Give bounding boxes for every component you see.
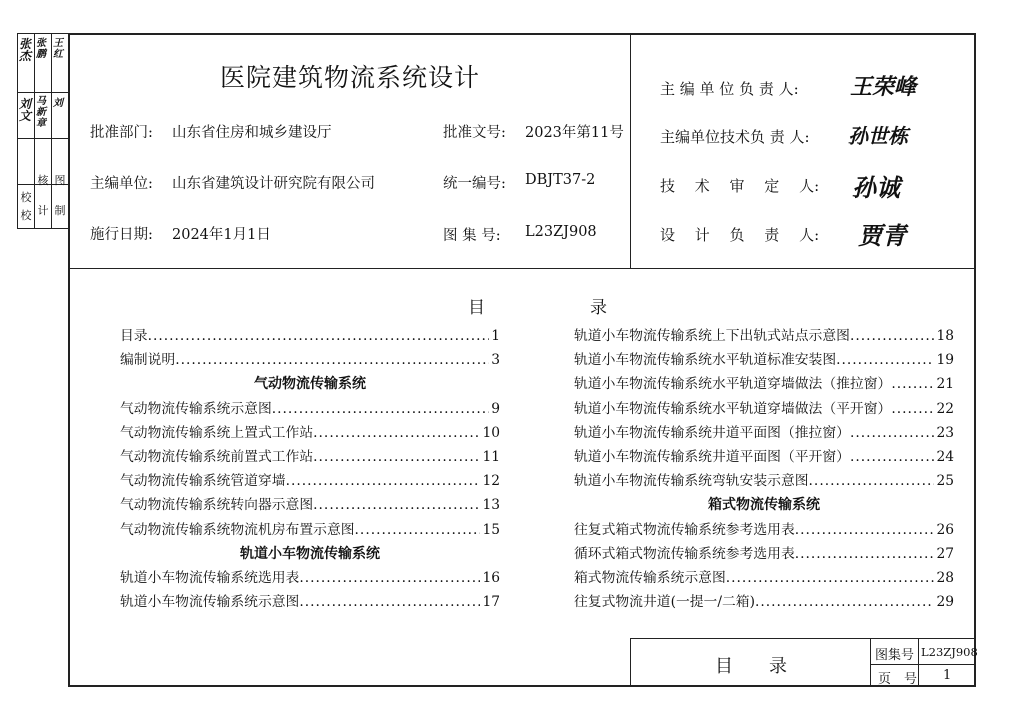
- toc-entry-page: 22: [936, 400, 954, 417]
- toc-leader-dots: [313, 447, 480, 467]
- toc-entry-text: 轨道小车物流传输系统水平轨道穿墙做法（平开窗）: [574, 400, 892, 417]
- toc-entry: [574, 374, 954, 394]
- toc-leader-dots: [809, 471, 935, 491]
- toc-entry: [120, 471, 500, 491]
- toc-entry: [120, 568, 500, 588]
- toc-entry: [120, 592, 500, 612]
- toc-title-first: 目: [468, 298, 485, 318]
- toc-entry-page: 12: [482, 473, 500, 490]
- toc-entry-page: 27: [936, 545, 954, 562]
- side-label: 制: [54, 204, 66, 217]
- toc-entry-page: 17: [482, 594, 500, 611]
- approval-dept-label: 批准部门:: [90, 125, 153, 141]
- toc-entry-text: 气动物流传输系统转向器示意图: [120, 497, 314, 514]
- side-label: 图: [54, 174, 66, 187]
- toc-leader-dots: [313, 495, 480, 515]
- approval-dept: 山东省住房和城乡建设厅: [172, 125, 332, 141]
- toc-entry: [120, 399, 500, 419]
- editor: 山东省建筑设计研究院有限公司: [172, 176, 375, 192]
- toc-entry-page: 21: [936, 376, 954, 393]
- toc-entry-text: 箱式物流传输系统示意图: [574, 570, 726, 586]
- toc-entry-page: 11: [482, 449, 500, 465]
- toc-entry: [120, 520, 500, 540]
- toc-entry: [120, 447, 500, 467]
- side-signature: 张杰: [19, 37, 32, 63]
- toc-entry-page: 25: [936, 473, 954, 490]
- atlas-no-label: 图 集 号:: [443, 228, 501, 244]
- toc-entry: [120, 495, 500, 515]
- side-signature: 张鹏: [36, 38, 46, 60]
- toc-entry-page: 24: [936, 449, 954, 465]
- responsible-signature: 孙诚: [852, 174, 900, 202]
- toc-entry-text: 轨道小车物流传输系统井道平面图（平开窗）: [574, 449, 850, 465]
- toc-leader-dots: [175, 350, 489, 370]
- toc-entry-page: 29: [936, 594, 954, 611]
- toc-leader-dots: [286, 471, 481, 491]
- unified-no-label: 统一编号:: [443, 176, 506, 192]
- title-block-divider: [870, 638, 871, 687]
- title-block-atlas-label: 图集号: [875, 648, 915, 663]
- toc-leader-dots: [755, 592, 934, 612]
- responsible-label: 技 术 审 定 人:: [660, 177, 820, 195]
- responsible-label: 设 计 负 责 人:: [660, 226, 820, 244]
- toc-entry-text: 编制说明: [120, 352, 176, 369]
- toc-right-column: [574, 326, 954, 616]
- title-block-page-value: 1: [943, 668, 952, 683]
- header-divider: [630, 33, 631, 269]
- title-block-name: 目 录: [715, 656, 787, 677]
- toc-leader-dots: [299, 592, 480, 612]
- toc-entry-text: 轨道小车物流传输系统选用表: [120, 570, 300, 586]
- toc-entry-page: 19: [936, 352, 954, 369]
- toc-entry-text: 轨道小车物流传输系统上下出轨式站点示意图: [574, 328, 850, 344]
- toc-entry-text: 循环式箱式物流传输系统参考选用表: [574, 545, 795, 562]
- toc-entry-page: 15: [482, 521, 500, 538]
- toc-entry: [574, 592, 954, 612]
- toc-entry-text: 往复式箱式物流传输系统参考选用表: [574, 521, 795, 538]
- toc-leader-dots: [850, 326, 935, 346]
- toc-entry-page: 28: [936, 570, 954, 586]
- approval-no: 2023年第11号: [525, 125, 624, 141]
- responsible-signature: 孙世栋: [848, 124, 908, 148]
- toc-leader-dots: [891, 399, 934, 419]
- responsible-signature: 贾青: [858, 222, 906, 250]
- toc-entry-page: 10: [482, 424, 500, 441]
- toc-leader-dots: [313, 423, 480, 443]
- toc-leader-dots: [726, 568, 935, 588]
- toc-entry: [574, 568, 954, 588]
- toc-entry: [120, 423, 500, 443]
- toc-entry-text: 轨道小车物流传输系统井道平面图（推拉窗）: [574, 424, 850, 441]
- editor-label: 主编单位:: [90, 176, 153, 192]
- toc-entry: [574, 544, 954, 564]
- date-label: 施行日期:: [90, 227, 153, 243]
- toc-entry: [120, 326, 500, 346]
- header-bottom-line: [68, 268, 976, 269]
- toc-entry-text: 气动物流传输系统前置式工作站: [120, 449, 314, 465]
- title-block-top: [630, 638, 976, 639]
- toc-entry-page: 1: [491, 328, 500, 344]
- toc-leader-dots: [299, 568, 480, 588]
- toc-leader-dots: [148, 326, 490, 346]
- title-block-left: [630, 638, 631, 687]
- document-title: 医院建筑物流系统设计: [220, 63, 481, 92]
- side-signature: 王红: [53, 38, 63, 60]
- responsible-label: 主 编 单 位 负 责 人:: [660, 80, 799, 98]
- toc-entry-text: 轨道小车物流传输系统水平轨道穿墙做法（推拉窗）: [574, 376, 892, 393]
- toc-leader-dots: [836, 350, 934, 370]
- toc-entry-page: 16: [482, 570, 500, 586]
- title-block-page-label: 页 号: [878, 672, 918, 687]
- toc-entry-text: 气动物流传输系统上置式工作站: [120, 424, 314, 441]
- side-label: 核: [37, 174, 49, 187]
- toc-section-heading: 轨道小车物流传输系统: [240, 545, 380, 562]
- toc-entry: [574, 447, 954, 467]
- toc-entry-text: 气动物流传输系统示意图: [120, 400, 272, 417]
- toc-entry-page: 3: [491, 352, 500, 369]
- side-label: 校: [20, 191, 32, 204]
- unified-no: DBJT37-2: [525, 172, 596, 188]
- title-block-divider: [918, 638, 919, 687]
- toc-entry-page: 13: [482, 497, 500, 514]
- toc-entry-text: 轨道小车物流传输系统弯轨安装示意图: [574, 473, 809, 490]
- responsible-signature: 王荣峰: [850, 75, 917, 100]
- toc-entry-page: 9: [491, 400, 500, 417]
- toc-section-heading: 箱式物流传输系统: [708, 497, 820, 514]
- date: 2024年1月1日: [172, 227, 271, 243]
- side-signature: 马新章: [36, 96, 46, 129]
- toc-entry: [574, 471, 954, 491]
- side-signature: 刘文: [19, 97, 32, 123]
- toc-leader-dots: [850, 423, 935, 443]
- toc-entry-text: 轨道小车物流传输系统水平轨道标准安装图: [574, 352, 837, 369]
- toc-entry-text: 往复式物流井道(一提一/二箱): [574, 594, 755, 611]
- toc-entry-page: 26: [936, 521, 954, 538]
- toc-leader-dots: [850, 447, 935, 467]
- toc-leader-dots: [795, 544, 935, 564]
- toc-entry: [574, 326, 954, 346]
- toc-entry-text: 气动物流传输系统管道穿墙: [120, 473, 286, 490]
- toc-entry-text: 目录: [120, 328, 148, 344]
- toc-entry: [574, 350, 954, 370]
- atlas-no: L23ZJ908: [525, 224, 597, 240]
- toc-section-heading: 气动物流传输系统: [254, 376, 366, 393]
- toc-title-second: 录: [590, 298, 607, 318]
- title-block-atlas-value: L23ZJ908: [921, 645, 978, 659]
- side-signature-block: [17, 33, 69, 229]
- responsible-label: 主编单位技术负 责 人:: [660, 128, 810, 146]
- side-label: 计: [37, 204, 49, 217]
- toc-entry: [574, 423, 954, 443]
- toc-entry: [120, 350, 500, 370]
- side-signature: 刘: [53, 98, 63, 109]
- toc-entry-page: 23: [936, 424, 954, 441]
- title-block-row: [870, 664, 976, 665]
- toc-leader-dots: [272, 399, 489, 419]
- toc-entry-text: 轨道小车物流传输系统示意图: [120, 594, 300, 611]
- toc-leader-dots: [891, 374, 934, 394]
- toc-leader-dots: [355, 520, 481, 540]
- toc-left-column: [120, 326, 500, 616]
- toc-entry: [574, 399, 954, 419]
- toc-entry: [574, 520, 954, 540]
- toc-leader-dots: [795, 520, 935, 540]
- side-label: 校: [20, 209, 32, 222]
- toc-entry-text: 气动物流传输系统物流机房布置示意图: [120, 521, 355, 538]
- toc-entry-page: 18: [936, 328, 954, 344]
- approval-no-label: 批准文号:: [443, 125, 506, 141]
